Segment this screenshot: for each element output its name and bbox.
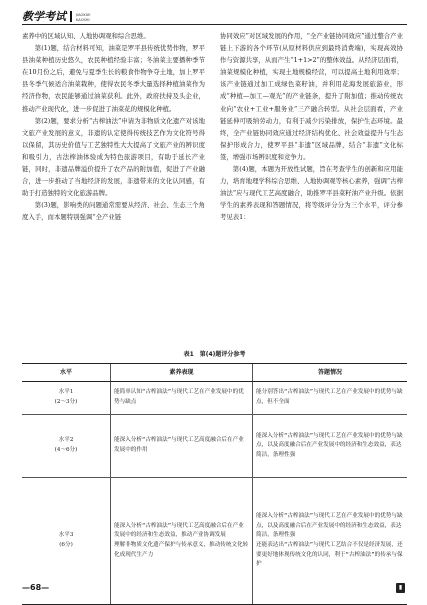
level-label: 水平3 (58, 532, 74, 539)
table-row (22, 415, 407, 478)
scoring-table (22, 363, 407, 605)
performance-cell (111, 382, 253, 415)
answer-cell (253, 382, 408, 415)
journal-title: 教学考试 (22, 10, 66, 23)
journal-subtitle: JIAOXUE KAOSHI (76, 13, 91, 22)
answer-text: 能深入分析“古榨油法”与现代工艺在产业发展中的优势与缺点，以及高度融合后在产业发展中的经济和生态效益，表达简洁，条理性强 (256, 513, 403, 539)
page-number: —68— (22, 583, 50, 592)
performance-cell (111, 415, 253, 478)
answer-text: 能分别答出“古榨油法”与现代工艺在产业发展中的优势与缺点，但不全面 (256, 389, 403, 405)
header-divider (70, 11, 72, 22)
performance-text: 理解非物质文化遗产保护与传承意义，推动传统文化转化成现代生产力 (114, 542, 249, 558)
performance-text: 能深入分析“古榨油法”与现代工艺高度融合后在产业发展中的作用 (114, 437, 244, 453)
paragraph: 素养中的区域认知、人地协调观和综合思维。 (22, 32, 150, 40)
paragraph: 第(4)题，本题为开放性试题，旨在考查学生的创新和应用能力，培育地理学科综合思维、人地协调观等核心素养，强调“古榨油法”应与现代工艺高度融合，助推罗平县菜籽油产业升级。依据学生的素养表现和答题情况，将等级评分分为三个水平，评分参考见表1： (220, 165, 403, 222)
level-cell (22, 415, 111, 478)
table-header-row (22, 364, 407, 382)
table-row (22, 382, 407, 415)
paragraph: 第(3)题，影响类的问题通常需要从经济、社会、生态三个角度入手，而本题特别强调“全产业链 (22, 201, 205, 222)
paragraph: 第(1)题，结合材料可知，油菜是罗平县传统优势作物，罗平县油菜种植历史悠久，农民种植经验丰富；冬油菜主要播种季节在10月份之后，避免与夏季生长的粮食作物争夺土地，加上罗平县冬季气候适合油菜栽种，使得农民冬季大量选择种植油菜作为经济作物，农民能够通过油菜获利。此外，政府扶持及头企业，推动产业现代化，进一步促进了油菜花的规模化种植。 (22, 44, 205, 113)
column-header-answer: 答题情况 (253, 364, 408, 382)
answer-text: 能深入分析“古榨油法”与现代工艺在产业发展中的优势与缺点，以及高度融合后在产业发展中的经济和生态效益，表达简洁，条理性强 (256, 432, 403, 458)
level-cell (22, 382, 111, 415)
level-score: (6分) (59, 542, 73, 548)
page-footer (22, 582, 407, 594)
column-header-level: 水平 (22, 364, 111, 382)
level-score: (2～3分) (54, 399, 78, 405)
answer-text: 还能表达出“古榨油法”与现代工艺结合不仅是经济发展，还要更好地体现传统文化的认同，利于“古榨油法”的传承与保护 (256, 542, 403, 568)
answer-cell (253, 415, 408, 478)
level-label: 水平1 (58, 389, 74, 396)
paragraph: 协同效应”对区域发展的作用，“全产业链协同效应”通过整合产业链上下游的各个环节(从原材料供应到最终消费端)，实现高效协作与资源共享，从而产生“1+1>2”的整体效益。从经济层面看，油菜规模化种植，实现土地规模经营，可以提高土地利用效率；该产业链通过加工成绿色菜籽油，并利用花海发展旅游业，形成“种植—加工—观光”的产业链条，提升了附加值；推动传统农业向“农业+工业+服务业”三产融合转型。从社会层面看，产业链延伸可吸纳劳动力，有利于减少污染排放，保护生态环境。最终，全产业链协同效应通过经济结构优化、社会效益提升与生态保护形成合力，使罗平县“非遗”区域品牌，结合“非遗”文化标签，增强市场辨识度和竞争力。 (220, 32, 403, 161)
journal-header (22, 6, 407, 25)
left-text-column (22, 30, 205, 343)
performance-text: 能简单认知“古榨油法”与现代工艺在产业发展中的优势与缺点 (114, 389, 244, 405)
performance-text: 能深入分析“古榨油法”与现代工艺高度融合后在产业发展中的经济和生态效益，推动产业协调发展 (114, 522, 244, 539)
document-icon: ▮ (396, 583, 405, 593)
level-label: 水平2 (58, 437, 74, 444)
paragraph: 第(2)题，要求分析“古榨油法”申请为非物质文化遗产对该地文旅产业发展的意义，非遗的认定使得传统技艺作为文化符号得以保留，其历史价值与工艺独特性大大提高了文旅产业的辨识度和吸引力，古法榨油体验成为特色旅游项目，有助于延长产业链，同时，非遗品牌溢价提升了农产品的附加值，促进了产业融合，进一步推动了当地经济的发展，非遗带来的文化认同感，有助于打造独特的文化旅游品牌。 (22, 116, 205, 198)
right-text-column (220, 30, 403, 343)
level-score: (4～6分) (54, 447, 78, 453)
table-caption: 表1 第(4)题评分参考 (183, 351, 246, 358)
column-header-performance: 素养表现 (111, 364, 253, 382)
